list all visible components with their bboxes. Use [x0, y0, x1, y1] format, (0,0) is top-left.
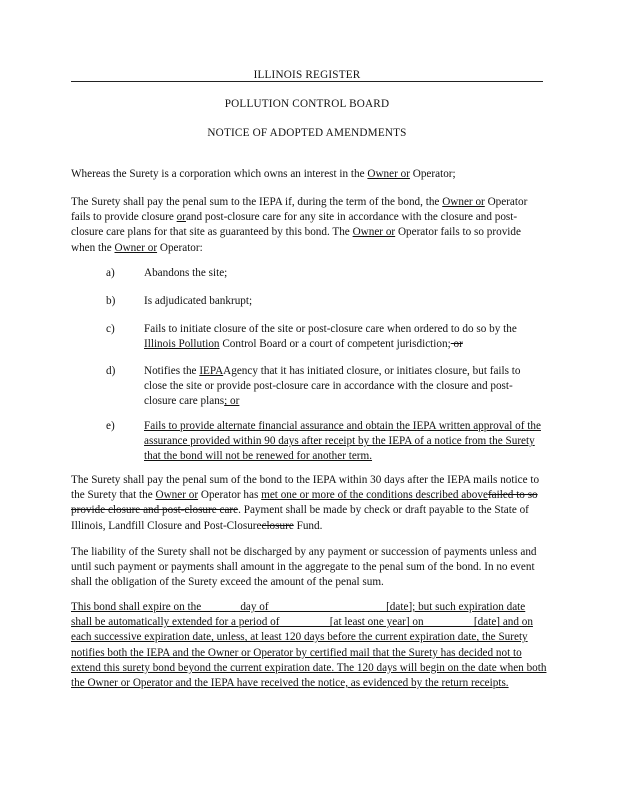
text-run: Operator fails to provide closure	[71, 196, 528, 224]
item-text	[144, 322, 541, 352]
item-text: Is adjudicated bankrupt;	[144, 295, 253, 307]
deleted-text: closure	[261, 519, 294, 532]
register-header: ILLINOIS REGISTER	[253, 69, 361, 81]
deleted-text: failed to so provide closure and post-closure care	[71, 489, 538, 517]
text-run: Notifies the	[144, 365, 200, 377]
text-run: Operator:	[157, 241, 203, 254]
text-run: Fails to initiate closure of the site or post-closure care when ordered to do so by the	[144, 323, 517, 335]
text-run: Fund.	[293, 519, 323, 532]
inserted-text: Owner or	[367, 168, 410, 180]
liability-paragraph	[71, 545, 547, 591]
inserted-text: Owner or	[352, 226, 396, 239]
whereas-paragraph	[71, 167, 547, 182]
inserted-text: Illinois Pollution	[144, 338, 220, 351]
text-run: The Surety shall pay the penal sum of the bond to the IEPA within 30 days after the IEPA mails notice to the Surety that the	[71, 474, 540, 502]
inserted-text: IEPA	[199, 365, 224, 377]
text-run: Control Board or a court of competent jurisdiction;	[219, 338, 451, 351]
inserted-text: Owner or	[155, 489, 199, 502]
paragraph-text: The liability of the Surety shall not be discharged by any payment or succession of payments unless and until such payment or payments shall amount in the aggregate to the penal sum of the bond. In no event shall the obligation of the Surety exceed the amount of the penal sum.	[71, 546, 537, 589]
item-text: Abandons the site;	[144, 267, 228, 279]
item-text	[144, 364, 541, 410]
text-run: Operator has	[198, 489, 262, 502]
surety-obligation-paragraph	[71, 195, 547, 256]
inserted-text: met one or more of the conditions described above	[261, 489, 488, 502]
item-label: b)	[106, 295, 116, 307]
notice-header: NOTICE OF ADOPTED AMENDMENTS	[207, 127, 407, 139]
deleted-text: or	[450, 338, 463, 351]
inserted-text: Owner or	[114, 241, 158, 254]
text-run: and post-closure care for any site in accordance with the closure and post-closure care plans for that site as guaranteed by this bond. The	[71, 211, 518, 239]
text-run: The Surety shall pay the penal sum to the IEPA if, during the term of the bond, the	[71, 196, 443, 208]
text-run: Operator;	[409, 168, 456, 180]
item-label: d)	[106, 365, 116, 377]
text-run: Operator fails to so provide when the	[71, 226, 521, 254]
item-label: c)	[106, 323, 115, 335]
item-label: a)	[106, 267, 115, 279]
text-run: Whereas the Surety is a corporation which owns an interest in the	[71, 168, 368, 180]
item-label: e)	[106, 420, 115, 432]
inserted-text: ; or	[224, 395, 240, 408]
inserted-text: or	[176, 211, 186, 224]
payment-paragraph	[71, 473, 547, 534]
inserted-text: Owner or	[442, 196, 485, 208]
board-header: POLLUTION CONTROL BOARD	[224, 98, 390, 110]
expiration-paragraph	[71, 600, 547, 691]
item-text: Fails to provide alternate financial assurance and obtain the IEPA written approval of the assurance provided within 90 days after receipt by the IEPA of a notice from the Surety that the bond will not be renewed for another term.	[144, 420, 541, 463]
paragraph-text: This bond shall expire on the ______ day of ____________ ____ ___ [date]; but such expiration date shall be automatically extended for a period of ________ [at least one year] on ________ [date] and on each successive expiration date, unless, at least 120 days before the current expiration date, the Surety notifies both the IEPA and the Owner or Operator by certified mail that the Surety has decided not to extend this surety bond beyond the current expiration date. The 120 days will begin on the date when both the Owner or Operator and the IEPA have received the notice, as evidenced by the return receipts.	[71, 601, 547, 690]
text-run: Agency that it has initiated closure, or initiates closure, but fails to close the site or provide post-closure care in accordance with the closure and post-closure care plans	[144, 365, 521, 408]
header-rule	[71, 81, 543, 82]
text-run: . Payment shall be made by check or draft payable to the State of Illinois, Landfill Closure and Post-Closure	[71, 504, 529, 532]
